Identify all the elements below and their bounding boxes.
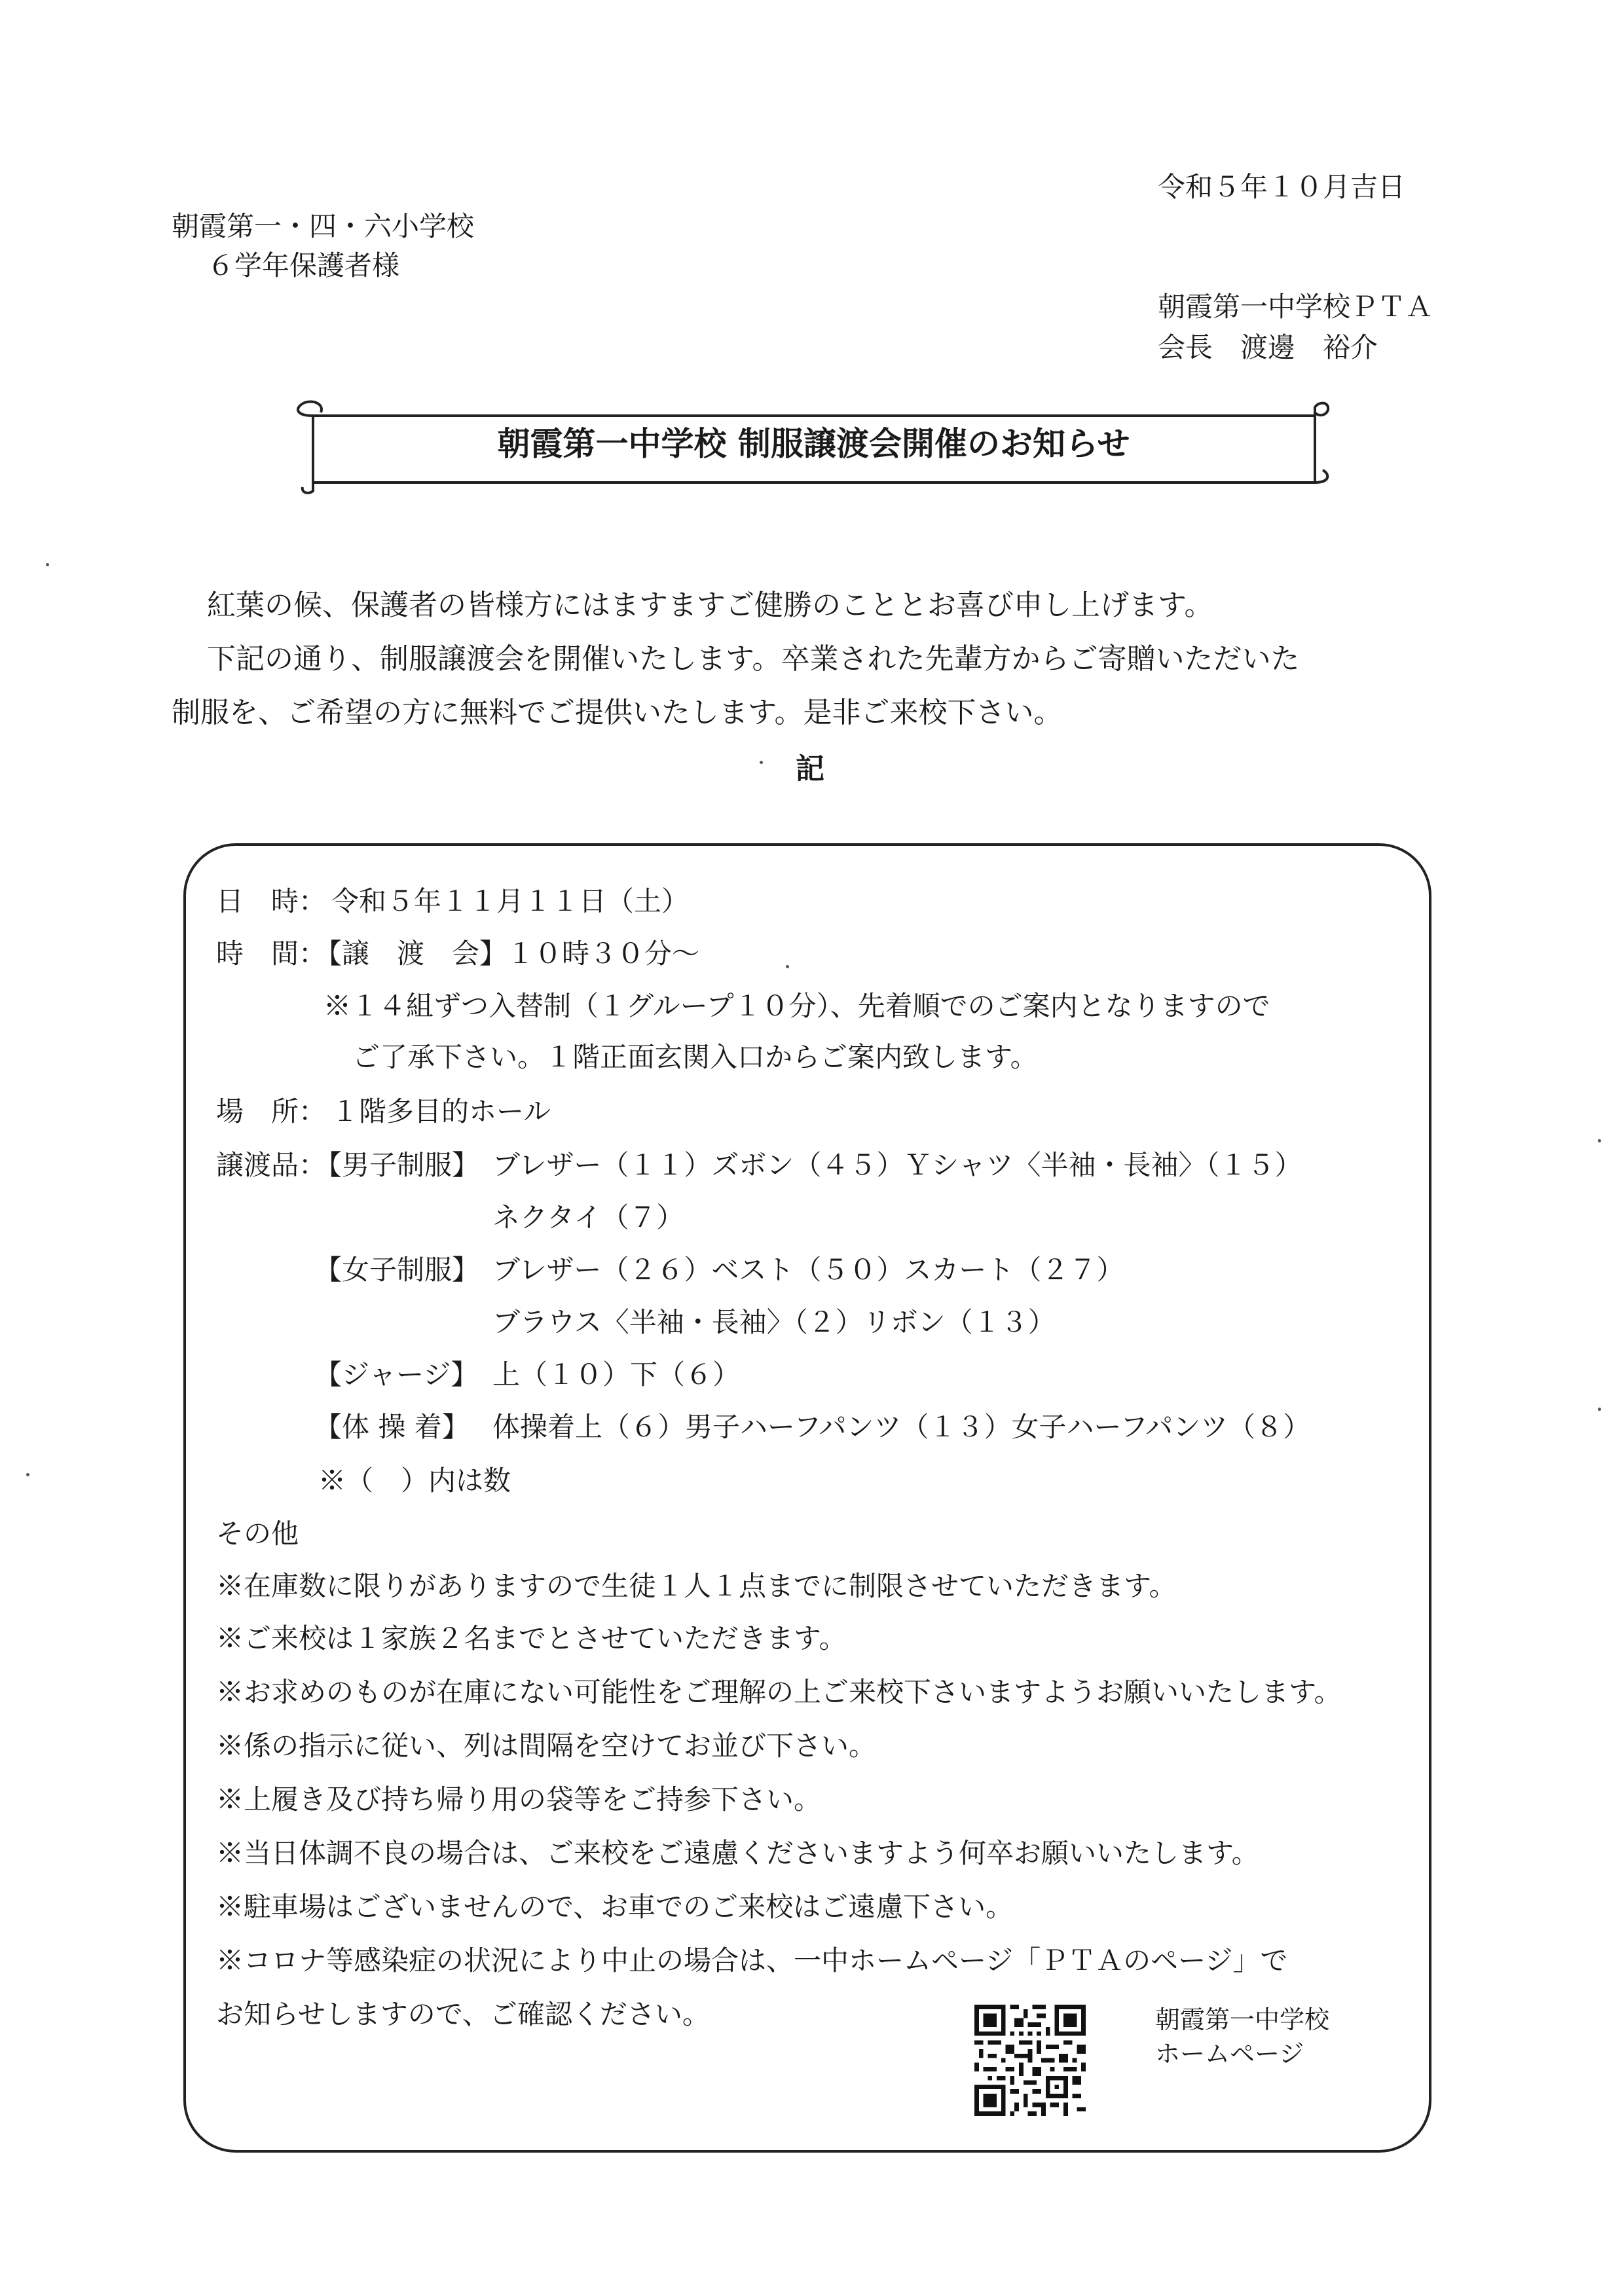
other-heading: その他 <box>216 1518 299 1550</box>
count-note: ※（ ）内は数 <box>318 1465 511 1497</box>
scan-speck <box>1598 1139 1601 1142</box>
time-note-2: ご了承下さい。１階正面玄関入口からご案内致します。 <box>352 1041 1038 1073</box>
other-note: ※在庫数に限りがありますので生徒１人１点までに制限させていただきます。 <box>216 1570 1177 1602</box>
other-note: ※駐車場はございませんので、お車でのご来校はご遠慮下さい。 <box>216 1891 1014 1923</box>
gym-wear-label: 【体 操 着】 <box>314 1411 470 1443</box>
items-label: 譲渡品： <box>216 1149 327 1181</box>
event-place: １階多目的ホール <box>331 1095 551 1127</box>
sender-name: 会長 渡邊 裕介 <box>1158 331 1378 363</box>
scan-speck <box>26 1473 29 1476</box>
time-note-1: ※１４組ずつ入替制（１グループ１０分）、先着順でのご案内となりますので <box>323 990 1270 1022</box>
intro-line-1: 紅葉の候、保護者の皆様方にはますますご健勝のこととお喜び申し上げます。 <box>207 589 1213 622</box>
other-note: ※当日体調不良の場合は、ご来校をご遠慮くださいますよう何卒お願いいたします。 <box>216 1837 1259 1869</box>
recipient-schools: 朝霞第一・四・六小学校 <box>172 210 475 242</box>
ki-heading: 記 <box>796 752 824 786</box>
other-note: ※上履き及び持ち帰り用の袋等をご持参下さい。 <box>216 1783 822 1815</box>
event-time: 【譲 渡 会】１０時３０分～ <box>314 938 700 970</box>
page-title: 朝霞第一中学校 制服譲渡会開催のお知らせ <box>497 425 1130 463</box>
other-note: ※ご来校は１家族２名までとさせていただきます。 <box>216 1622 847 1654</box>
place-label: 場 所： <box>216 1095 327 1127</box>
jersey-label: 【ジャージ】 <box>314 1358 479 1391</box>
qr-caption-school: 朝霞第一中学校 <box>1155 2005 1330 2034</box>
date-label: 日 時： <box>216 885 327 917</box>
girls-uniform-label: 【女子制服】 <box>314 1254 480 1286</box>
qr-caption-homepage: ホームページ <box>1155 2039 1304 2068</box>
other-note: ※係の指示に従い、列は間隔を空けてお並び下さい。 <box>216 1730 877 1762</box>
event-date: 令和５年１１月１１日（土） <box>331 885 690 917</box>
jersey-items: 上（１０）下（６） <box>492 1358 741 1391</box>
girls-uniform-items-2: ブラウス〈半袖・長袖〉（２）リボン（１３） <box>492 1306 1056 1338</box>
girls-uniform-items-1: ブレザー（２６）ベスト（５０）スカート（２７） <box>492 1254 1124 1286</box>
qr-code[interactable] <box>974 2005 1086 2116</box>
scan-speck <box>1598 1408 1601 1411</box>
document-date: 令和５年１０月吉日 <box>1158 171 1406 203</box>
boys-uniform-items-1: ブレザー（１１）ズボン（４５）Ｙシャツ〈半袖・長袖〉（１５） <box>492 1149 1302 1181</box>
scan-speck <box>760 761 763 764</box>
boys-uniform-label: 【男子制服】 <box>314 1149 480 1181</box>
scan-speck <box>46 563 49 566</box>
sender-organization: 朝霞第一中学校ＰＴＡ <box>1158 291 1433 323</box>
intro-line-3: 制服を、ご希望の方に無料でご提供いたします。是非ご来校下さい。 <box>172 696 1063 729</box>
time-label: 時 間： <box>216 938 327 970</box>
other-note: お知らせしますので、ご確認ください。 <box>216 1998 710 2030</box>
boys-uniform-items-2: ネクタイ（７） <box>492 1201 684 1233</box>
intro-line-2: 下記の通り、制服譲渡会を開催いたします。卒業された先輩方からご寄贈いただいた <box>207 642 1300 676</box>
gym-wear-items: 体操着上（６）男子ハーフパンツ（１３）女子ハーフパンツ（８） <box>492 1411 1311 1443</box>
recipient-parents: ６学年保護者様 <box>207 249 400 282</box>
other-note: ※コロナ等感染症の状況により中止の場合は、一中ホームページ「ＰＴＡのページ」で <box>216 1944 1288 1977</box>
other-note: ※お求めのものが在庫にない可能性をご理解の上ご来校下さいますようお願いいたします。 <box>216 1676 1342 1708</box>
